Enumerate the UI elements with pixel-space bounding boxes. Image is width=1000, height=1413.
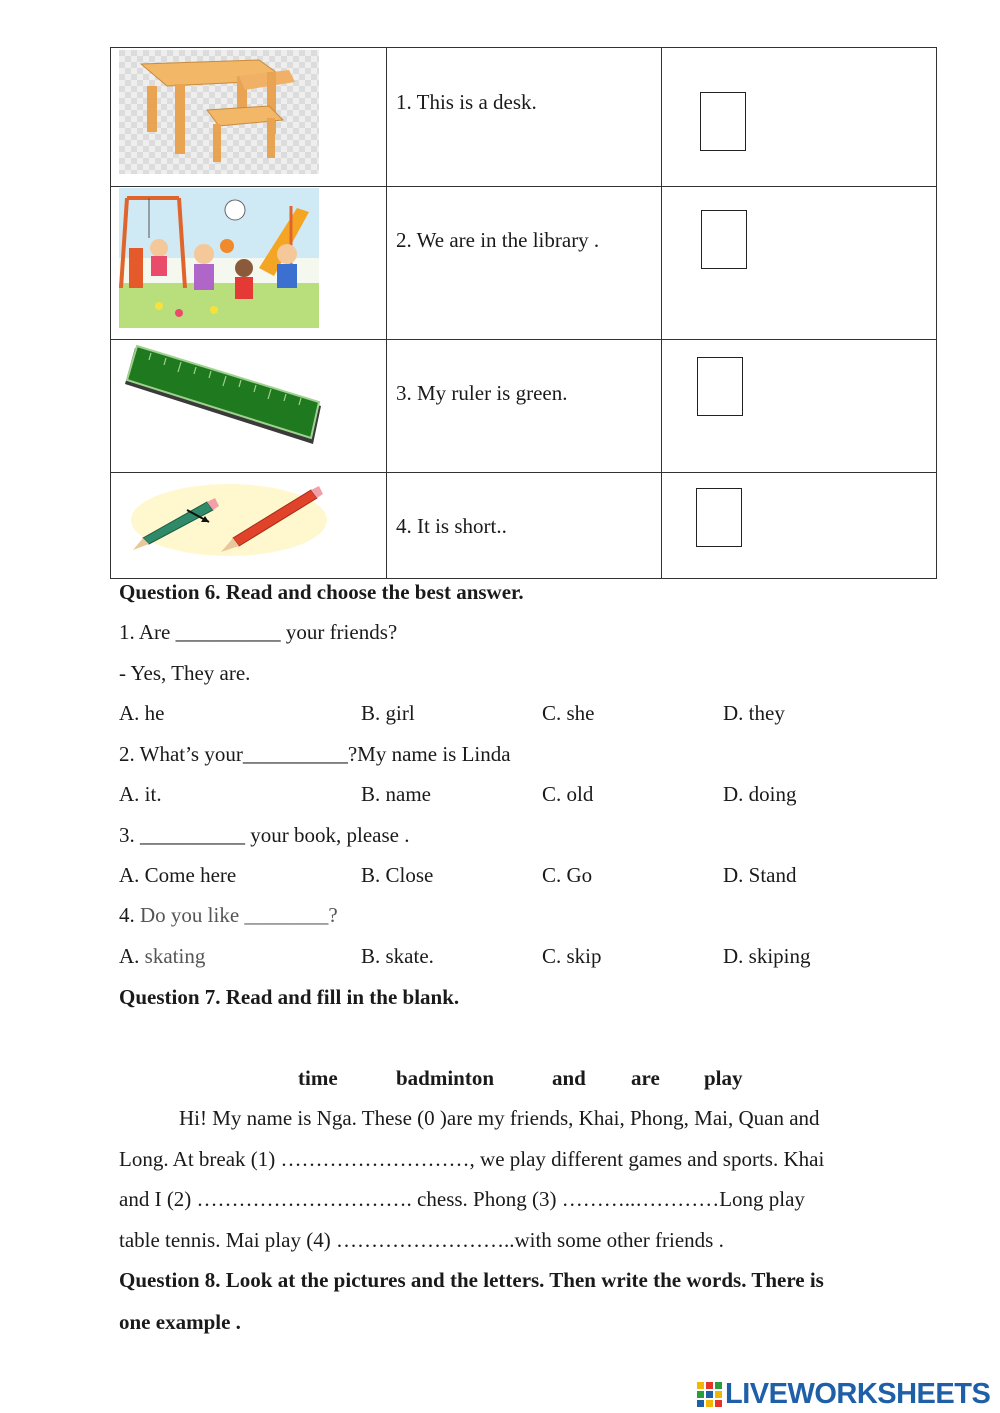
q6-item-2-option-d[interactable]: D. doing <box>723 782 797 806</box>
word-bank-time: time <box>298 1066 338 1090</box>
answer-box-2[interactable] <box>701 210 747 269</box>
q6-item-4-option-d[interactable]: D. skiping <box>723 944 811 968</box>
q6-item-1-question: 1. Are __________ your friends? <box>119 620 398 644</box>
q6-item-4-option-a[interactable] <box>119 944 205 969</box>
question-7-title: Question 7. Read and fill in the blank. <box>119 985 460 1009</box>
table-divider <box>386 48 387 578</box>
q7-paragraph-line-1: Hi! My name is Nga. These (0 )are my friends, Khai, Phong, Mai, Quan and <box>179 1106 820 1130</box>
table-divider <box>661 48 662 578</box>
q6-item-3-option-c[interactable]: C. Go <box>542 863 593 887</box>
q6-item-4-question <box>119 903 338 928</box>
liveworksheets-logo <box>697 1376 990 1412</box>
q7-paragraph-line-4: table tennis. Mai play (4) ……………………..with some other friends . <box>119 1228 724 1252</box>
q6-item-1-option-b[interactable]: B. girl <box>361 701 415 725</box>
question-6-title: Question 6. Read and choose the best answer. <box>119 580 524 604</box>
answer-box-4[interactable] <box>696 488 742 547</box>
q6-item-2-option-b[interactable]: B. name <box>361 782 431 806</box>
sentence-3: 3. My ruler is green. <box>396 381 568 405</box>
sentence-1: 1. This is a desk. <box>396 90 537 114</box>
q7-paragraph-line-3: and I (2) …………………………. chess. Phong (3) ………..…………Long play <box>119 1187 805 1211</box>
logo-icon <box>697 1380 723 1408</box>
word-bank-badminton: badminton <box>396 1066 495 1090</box>
q6-item-3-question: 3. __________ your book, please . <box>119 823 410 847</box>
pencils-picture <box>129 480 329 560</box>
q6-item-4-number: 4. <box>119 903 140 927</box>
q6-item-3-option-d[interactable]: D. Stand <box>723 863 797 887</box>
q6-item-4-option-c[interactable]: C. skip <box>542 944 602 968</box>
question-8-title-line-1: Question 8. Look at the pictures and the letters. Then write the words. There is <box>119 1268 824 1292</box>
desk-picture <box>119 50 319 174</box>
q6-item-1-answer: - Yes, They are. <box>119 661 251 685</box>
word-bank-and: and <box>552 1066 586 1090</box>
q6-item-1-option-c[interactable]: C. she <box>542 701 595 725</box>
q6-item-2-option-a[interactable]: A. it. <box>119 782 162 806</box>
option-letter: A. <box>119 944 145 968</box>
answer-box-3[interactable] <box>697 357 743 416</box>
table-divider <box>111 472 936 473</box>
q6-item-1-option-d[interactable]: D. they <box>723 701 785 725</box>
q6-item-4-option-b[interactable]: B. skate. <box>361 944 434 968</box>
q6-item-1-option-a[interactable]: A. he <box>119 701 165 725</box>
logo-text: LIVEWORKSHEETS <box>725 1377 991 1410</box>
sentence-2: 2. We are in the library . <box>396 228 600 252</box>
q6-item-2-option-c[interactable]: C. old <box>542 782 594 806</box>
q6-item-3-option-b[interactable]: B. Close <box>361 863 434 887</box>
option-text: skating <box>144 944 206 968</box>
q6-item-2-question: 2. What’s your__________?My name is Linda <box>119 742 511 766</box>
picture-sentence-table <box>110 47 937 579</box>
q7-paragraph-line-2: Long. At break (1) ………………………, we play different games and sports. Khai <box>119 1147 825 1171</box>
table-divider <box>111 186 936 187</box>
sentence-4: 4. It is short.. <box>396 514 507 538</box>
word-bank-are: are <box>631 1066 660 1090</box>
q6-item-4-text: Do you like ________? <box>140 903 338 927</box>
playground-picture <box>119 188 319 328</box>
word-bank-play: play <box>704 1066 743 1090</box>
question-8-title-line-2: one example . <box>119 1310 241 1334</box>
answer-box-1[interactable] <box>700 92 746 151</box>
q6-item-3-option-a[interactable]: A. Come here <box>119 863 237 887</box>
ruler-picture <box>121 340 326 452</box>
